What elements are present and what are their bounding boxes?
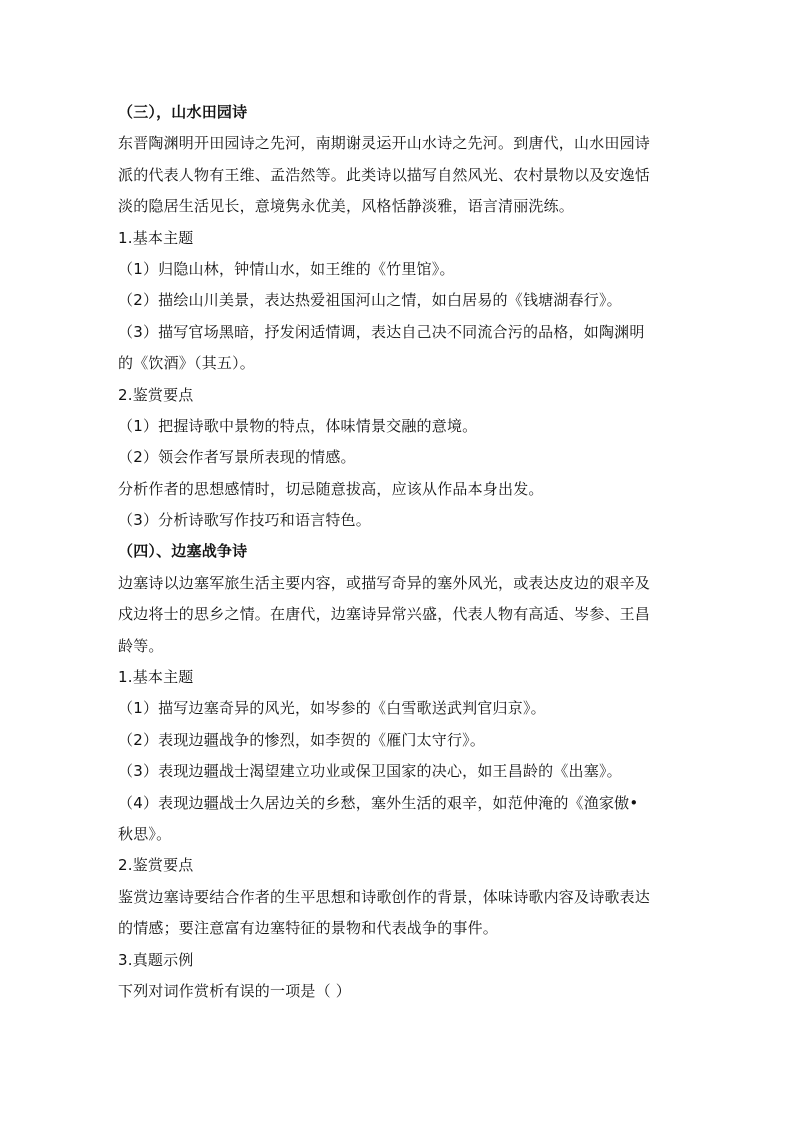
text-line: 3.真题示例 (118, 950, 194, 969)
text-line: 边塞诗以边塞军旅生活主要内容，或描写奇异的塞外风光，或表达皮边的艰辛及 (118, 573, 651, 592)
text-line: （1）描写边塞奇异的风光，如岑参的《白雪歌送武判官归京》。 (118, 699, 546, 718)
text-line: 淡的隐居生活见长，意境隽永优美，风格恬静淡雅，语言清丽洗练。 (118, 197, 575, 216)
text-line: 分析作者的思想感情时，切忌随意拔高，应该从作品本身出发。 (118, 479, 544, 498)
text-line: 的《饮酒》（其五）。 (118, 354, 256, 373)
document-body (118, 97, 678, 1007)
text-line: 鉴赏边塞诗要结合作者的生平思想和诗歌创作的背景，体味诗歌内容及诗歌表达 (118, 887, 651, 906)
text-line: 1.基本主题 (118, 668, 194, 687)
text-line: 戍边将士的思乡之情。在唐代，边塞诗异常兴盛，代表人物有高适、岑参、王昌 (118, 605, 651, 624)
text-line: （2）领会作者写景所表现的情感。 (118, 448, 356, 467)
text-line: 的情感；要注意富有边塞特征的景物和代表战争的事件。 (118, 919, 499, 938)
text-line: （2）表现边疆战争的惨烈，如李贺的《雁门太守行》。 (118, 730, 486, 749)
text-line: 秋思》。 (118, 824, 172, 843)
text-line: 龄等。 (118, 636, 164, 655)
text-line: 1.基本主题 (118, 228, 194, 247)
text-line: （1）归隐山林，钟情山水，如王维的《竹里馆》。 (118, 259, 455, 278)
text-line: 2.鉴赏要点 (118, 856, 194, 875)
text-line: 东晋陶渊明开田园诗之先河，南期谢灵运开山水诗之先河。到唐代，山水田园诗 (118, 134, 651, 153)
section-heading: （四）、边塞战争诗 (118, 542, 248, 561)
text-line: （4）表现边疆战士久居边关的乡愁，塞外生活的艰辛，如范仲淹的《渔家傲• (118, 793, 639, 812)
text-line: 下列对词作赏析有误的一项是（ ） (118, 981, 351, 1000)
text-line: 派的代表人物有王维、孟浩然等。此类诗以描写自然风光、农村景物以及安逸恬 (118, 165, 651, 184)
text-line: （3）表现边疆战士渴望建立功业或保卫国家的决心，如王昌龄的《出塞》。 (118, 762, 622, 781)
text-line: （3）描写官场黑暗，抒发闲适情调，表达自己决不同流合污的品格，如陶渊明 (118, 322, 645, 341)
text-line: 2.鉴赏要点 (118, 385, 194, 404)
section-heading: （三），山水田园诗 (118, 103, 248, 121)
text-line: （3）分析诗歌写作技巧和语言特色。 (118, 511, 371, 530)
text-line: （2）描绘山川美景，表达热爱祖国河山之情，如白居易的《钱塘湖春行》。 (118, 291, 622, 310)
text-line: （1）把握诗歌中景物的特点，体味情景交融的意境。 (118, 416, 478, 435)
